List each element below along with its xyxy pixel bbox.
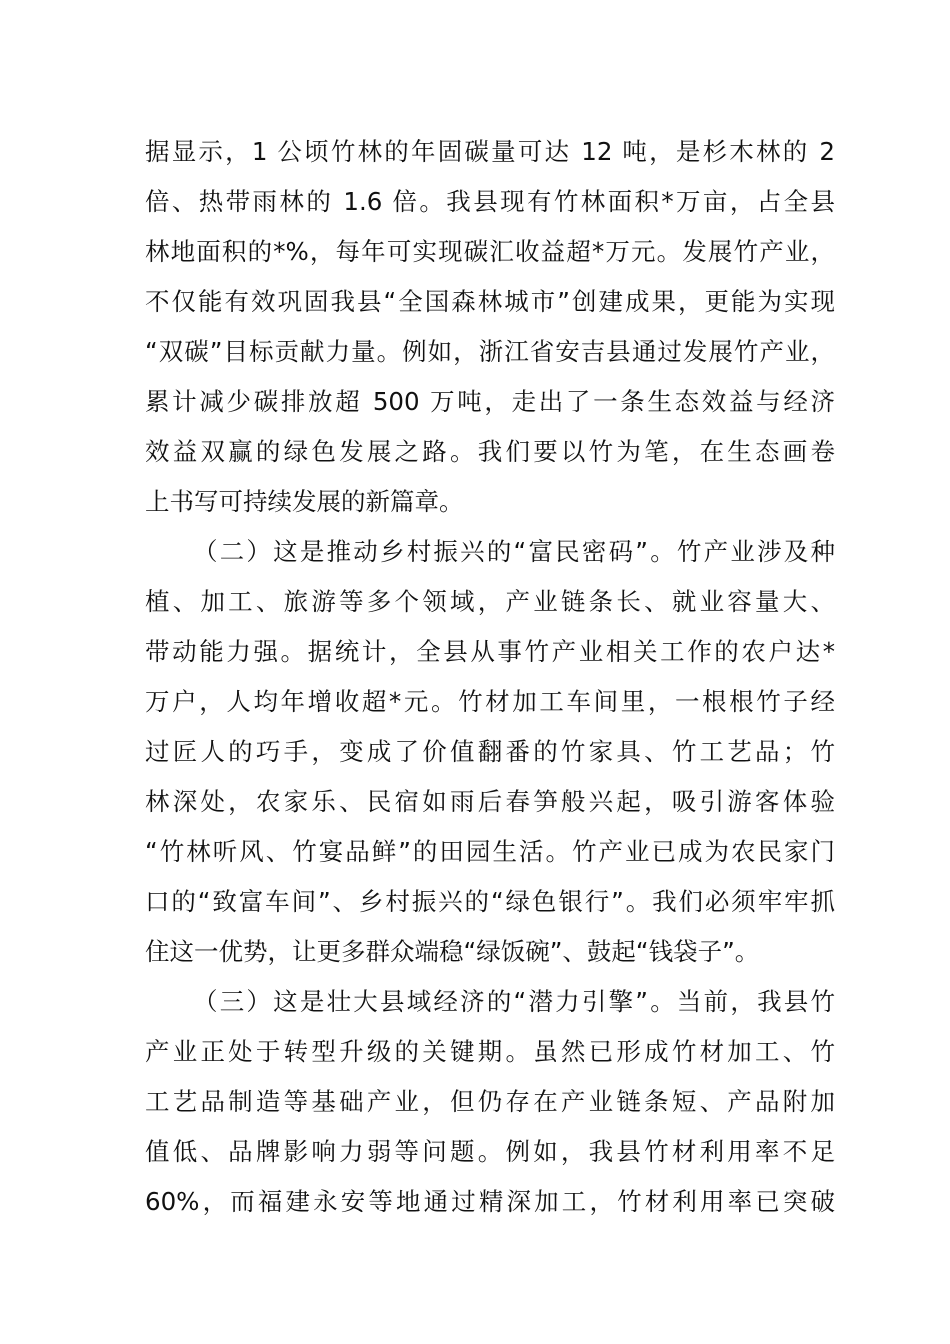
text-line: 值低、品牌影响力弱等问题。例如，我县竹材利用率不足 — [145, 1137, 835, 1166]
document-body — [145, 127, 835, 1227]
text-line: 产业正处于转型升级的关键期。虽然已形成竹材加工、竹 — [145, 1037, 835, 1066]
text-line: 工艺品制造等基础产业，但仍存在产业链条短、产品附加 — [145, 1087, 835, 1116]
text-line: 60%，而福建永安等地通过精深加工，竹材利用率已突破 — [145, 1187, 835, 1216]
text-line: 带动能力强。据统计，全县从事竹产业相关工作的农户达* — [145, 637, 835, 666]
paragraph-heading-line: （三）这是壮大县域经济的“潜力引擎”。当前，我县竹 — [193, 987, 835, 1016]
text-line: 倍、热带雨林的 1.6 倍。我县现有竹林面积*万亩，占全县 — [145, 187, 835, 216]
text-line: 林地面积的*%，每年可实现碳汇收益超*万元。发展竹产业， — [145, 237, 835, 266]
text-line: 林深处，农家乐、民宿如雨后春笋般兴起，吸引游客体验 — [145, 787, 835, 816]
text-line: 据显示，1 公顷竹林的年固碳量可达 12 吨，是杉木林的 2 — [145, 137, 835, 166]
paragraph-county-economy — [145, 977, 835, 1227]
text-line: “竹林听风、竹宴品鲜”的田园生活。竹产业已成为农民家门 — [145, 837, 835, 866]
text-line: 口的“致富车间”、乡村振兴的“绿色银行”。我们必须牢牢抓 — [145, 887, 835, 916]
text-line: 过匠人的巧手，变成了价值翻番的竹家具、竹工艺品；竹 — [145, 737, 835, 766]
text-line: 植、加工、旅游等多个领域，产业链条长、就业容量大、 — [145, 587, 835, 616]
text-line: 不仅能有效巩固我县“全国森林城市”创建成果，更能为实现 — [145, 287, 835, 316]
text-line: 住这一优势，让更多群众端稳“绿饭碗”、鼓起“钱袋子”。 — [145, 937, 760, 966]
text-line: 累计减少碳排放超 500 万吨，走出了一条生态效益与经济 — [145, 387, 835, 416]
text-line: 万户，人均年增收超*元。竹材加工车间里，一根根竹子经 — [145, 687, 835, 716]
paragraph-heading-line: （二）这是推动乡村振兴的“富民密码”。竹产业涉及种 — [193, 537, 835, 566]
paragraph-rural-revitalization — [145, 527, 835, 977]
text-line: “双碳”目标贡献力量。例如，浙江省安吉县通过发展竹产业， — [145, 337, 835, 366]
text-line: 效益双赢的绿色发展之路。我们要以竹为笔，在生态画卷 — [145, 437, 835, 466]
paragraph-carbon-sink — [145, 127, 835, 527]
text-line: 上书写可持续发展的新篇章。 — [145, 487, 464, 516]
